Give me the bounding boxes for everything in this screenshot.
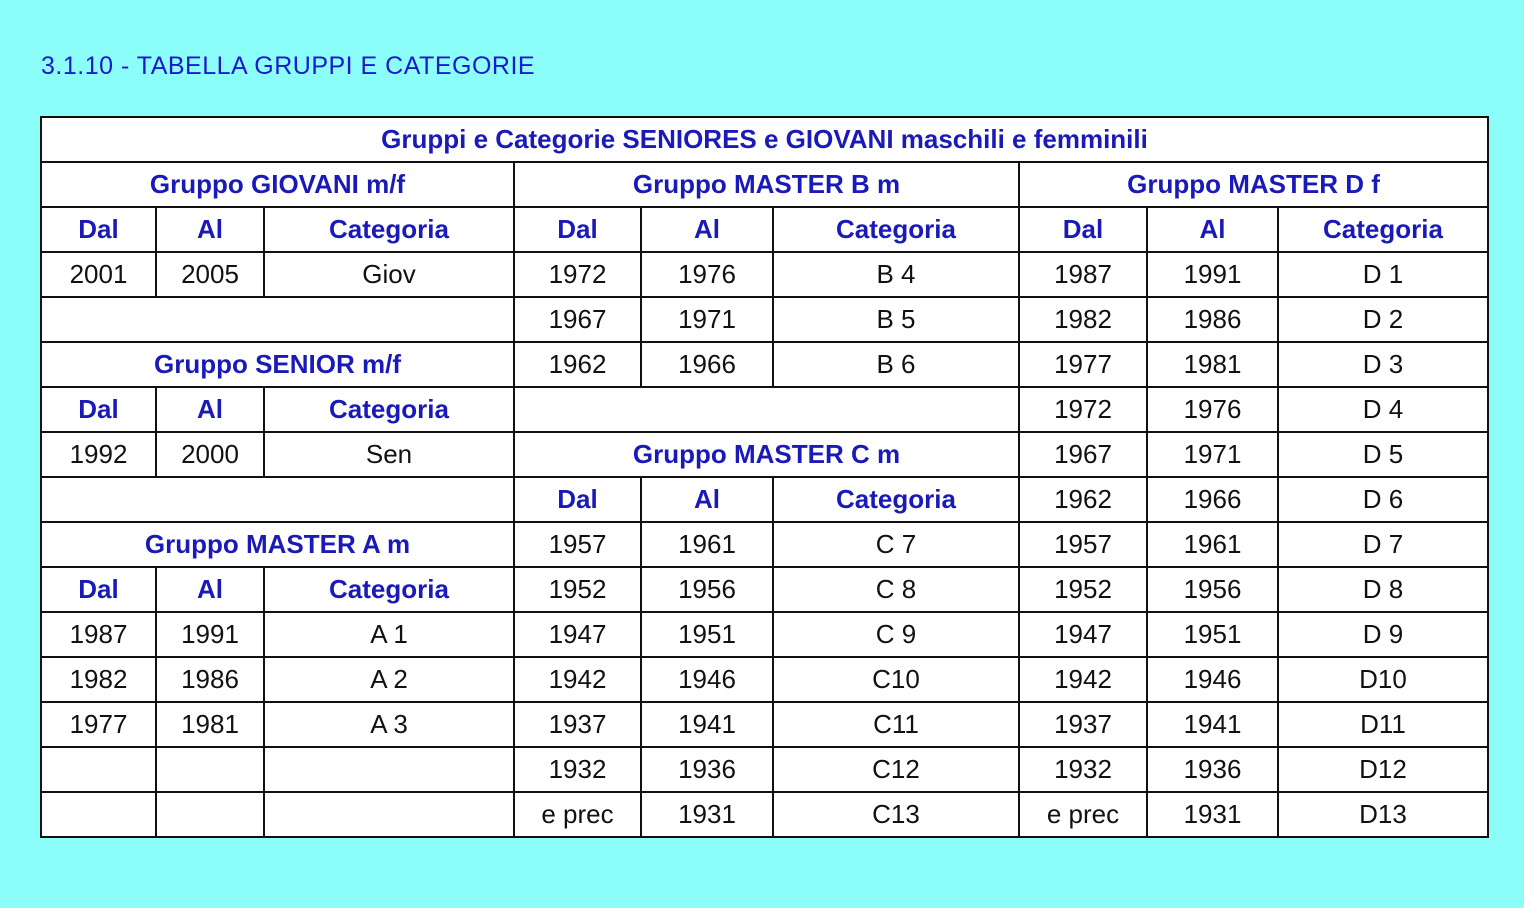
table-cell: 1932 bbox=[1019, 747, 1147, 792]
table-cell: 1972 bbox=[1019, 387, 1147, 432]
table-cell: 1976 bbox=[1147, 387, 1278, 432]
table-cell: 1977 bbox=[41, 702, 156, 747]
col-header-dal: Dal bbox=[41, 207, 156, 252]
col-header-al: Al bbox=[156, 567, 264, 612]
table-cell: e prec bbox=[1019, 792, 1147, 837]
table-cell: 1976 bbox=[641, 252, 773, 297]
col-header-categoria: Categoria bbox=[773, 477, 1019, 522]
blank-cell bbox=[156, 747, 264, 792]
group-title-master-a: Gruppo MASTER A m bbox=[41, 522, 514, 567]
blank-cell bbox=[41, 747, 156, 792]
table-cell: B 6 bbox=[773, 342, 1019, 387]
table-cell: 1967 bbox=[514, 297, 641, 342]
col-header-categoria: Categoria bbox=[264, 207, 514, 252]
table-cell: 1966 bbox=[641, 342, 773, 387]
table-cell: A 1 bbox=[264, 612, 514, 657]
categories-table bbox=[40, 116, 1489, 838]
col-header-al: Al bbox=[641, 207, 773, 252]
page-title: 3.1.10 - TABELLA GRUPPI E CATEGORIE bbox=[41, 52, 536, 80]
table-cell: 1956 bbox=[1147, 567, 1278, 612]
col-header-categoria: Categoria bbox=[1278, 207, 1488, 252]
table-cell: D11 bbox=[1278, 702, 1488, 747]
group-title-giovani: Gruppo GIOVANI m/f bbox=[41, 162, 514, 207]
table-cell: 1952 bbox=[514, 567, 641, 612]
table-cell: 1951 bbox=[641, 612, 773, 657]
table-cell: 1992 bbox=[41, 432, 156, 477]
table-cell: Giov bbox=[264, 252, 514, 297]
table-cell: D 7 bbox=[1278, 522, 1488, 567]
blank-cell bbox=[514, 387, 1019, 432]
table-cell: D 4 bbox=[1278, 387, 1488, 432]
table-cell: 1957 bbox=[514, 522, 641, 567]
table-cell: 1986 bbox=[156, 657, 264, 702]
table-cell: C13 bbox=[773, 792, 1019, 837]
table-cell: 1952 bbox=[1019, 567, 1147, 612]
table-cell: 1937 bbox=[1019, 702, 1147, 747]
table-cell: 1991 bbox=[156, 612, 264, 657]
table-cell: 2001 bbox=[41, 252, 156, 297]
table-cell: 1932 bbox=[514, 747, 641, 792]
blank-cell bbox=[41, 297, 514, 342]
table-cell: C 8 bbox=[773, 567, 1019, 612]
table-cell: 1987 bbox=[1019, 252, 1147, 297]
table-cell: D 6 bbox=[1278, 477, 1488, 522]
col-header-al: Al bbox=[156, 207, 264, 252]
blank-cell bbox=[264, 747, 514, 792]
table-cell: D 1 bbox=[1278, 252, 1488, 297]
group-title-master-d: Gruppo MASTER D f bbox=[1019, 162, 1488, 207]
table-cell: 1991 bbox=[1147, 252, 1278, 297]
table-cell: B 5 bbox=[773, 297, 1019, 342]
col-header-al: Al bbox=[641, 477, 773, 522]
table-cell: 1937 bbox=[514, 702, 641, 747]
table-cell: C10 bbox=[773, 657, 1019, 702]
table-cell: 1982 bbox=[41, 657, 156, 702]
table-cell: C 9 bbox=[773, 612, 1019, 657]
col-header-dal: Dal bbox=[41, 567, 156, 612]
table-cell: D10 bbox=[1278, 657, 1488, 702]
blank-cell bbox=[41, 792, 156, 837]
col-header-dal: Dal bbox=[1019, 207, 1147, 252]
table-cell: 1941 bbox=[1147, 702, 1278, 747]
table-cell: D12 bbox=[1278, 747, 1488, 792]
table-cell: 1931 bbox=[1147, 792, 1278, 837]
table-cell: 1982 bbox=[1019, 297, 1147, 342]
blank-cell bbox=[156, 792, 264, 837]
table-cell: 1931 bbox=[641, 792, 773, 837]
table-cell: 1947 bbox=[1019, 612, 1147, 657]
table-cell: 1987 bbox=[41, 612, 156, 657]
table-cell: 1936 bbox=[1147, 747, 1278, 792]
table-cell: B 4 bbox=[773, 252, 1019, 297]
group-title-master-c: Gruppo MASTER C m bbox=[514, 432, 1019, 477]
table-cell: 1947 bbox=[514, 612, 641, 657]
col-header-al: Al bbox=[156, 387, 264, 432]
table-cell: C12 bbox=[773, 747, 1019, 792]
table-cell: D 2 bbox=[1278, 297, 1488, 342]
table-cell: 1951 bbox=[1147, 612, 1278, 657]
table-cell: 1946 bbox=[1147, 657, 1278, 702]
col-header-al: Al bbox=[1147, 207, 1278, 252]
table-cell: 1977 bbox=[1019, 342, 1147, 387]
table-cell: 1946 bbox=[641, 657, 773, 702]
table-cell: 2005 bbox=[156, 252, 264, 297]
blank-cell bbox=[41, 477, 514, 522]
col-header-dal: Dal bbox=[41, 387, 156, 432]
table-cell: 1986 bbox=[1147, 297, 1278, 342]
col-header-dal: Dal bbox=[514, 207, 641, 252]
table-cell: 1942 bbox=[514, 657, 641, 702]
table-cell: 1962 bbox=[514, 342, 641, 387]
table-cell: C 7 bbox=[773, 522, 1019, 567]
table-cell: 1936 bbox=[641, 747, 773, 792]
table-cell: 1962 bbox=[1019, 477, 1147, 522]
table-cell: 1972 bbox=[514, 252, 641, 297]
blank-cell bbox=[264, 792, 514, 837]
table-cell: 1966 bbox=[1147, 477, 1278, 522]
table-title: Gruppi e Categorie SENIORES e GIOVANI maschili e femminili bbox=[41, 117, 1488, 162]
col-header-categoria: Categoria bbox=[773, 207, 1019, 252]
table-cell: D 8 bbox=[1278, 567, 1488, 612]
group-title-senior: Gruppo SENIOR m/f bbox=[41, 342, 514, 387]
table-cell: 2000 bbox=[156, 432, 264, 477]
table-cell: 1981 bbox=[156, 702, 264, 747]
table-cell: 1941 bbox=[641, 702, 773, 747]
table-cell: e prec bbox=[514, 792, 641, 837]
table-cell: C11 bbox=[773, 702, 1019, 747]
group-title-master-b: Gruppo MASTER B m bbox=[514, 162, 1019, 207]
table-cell: 1942 bbox=[1019, 657, 1147, 702]
table-cell: D 5 bbox=[1278, 432, 1488, 477]
table-cell: 1961 bbox=[1147, 522, 1278, 567]
table-cell: 1961 bbox=[641, 522, 773, 567]
table-cell: D13 bbox=[1278, 792, 1488, 837]
table-cell: 1971 bbox=[641, 297, 773, 342]
col-header-dal: Dal bbox=[514, 477, 641, 522]
table-cell: D 3 bbox=[1278, 342, 1488, 387]
col-header-categoria: Categoria bbox=[264, 567, 514, 612]
table-cell: 1957 bbox=[1019, 522, 1147, 567]
table-cell: 1956 bbox=[641, 567, 773, 612]
table-cell: 1981 bbox=[1147, 342, 1278, 387]
table-cell: D 9 bbox=[1278, 612, 1488, 657]
table-cell: Sen bbox=[264, 432, 514, 477]
table-cell: A 2 bbox=[264, 657, 514, 702]
table-cell: A 3 bbox=[264, 702, 514, 747]
table-cell: 1971 bbox=[1147, 432, 1278, 477]
col-header-categoria: Categoria bbox=[264, 387, 514, 432]
table-cell: 1967 bbox=[1019, 432, 1147, 477]
